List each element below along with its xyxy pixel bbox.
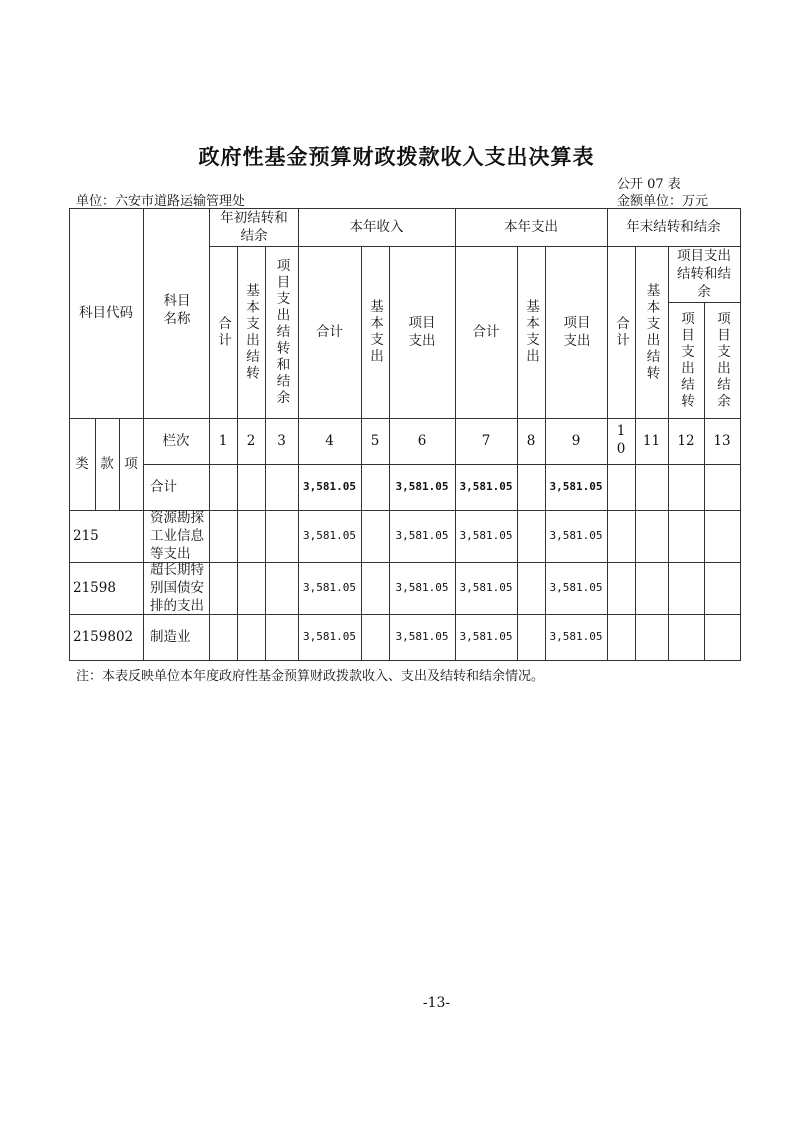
table-cell [361,464,389,510]
header-end-basic: 基本支出结转 [643,282,660,382]
table-cell [607,614,635,660]
header-begin-project: 项目支出结转和结余 [273,257,290,407]
table-cell [704,562,740,614]
header-income-basic: 基本支出 [367,299,383,365]
header-end-project-carry: 项目支出结转 [678,310,694,410]
header-end-total: 合计 [613,315,629,349]
subject-code: 215 [73,528,99,544]
column-number: 9 [571,433,581,449]
table-cell: 3,581.05 [549,529,603,542]
table-cell [517,464,545,510]
subject-code: 2159802 [73,629,134,645]
header-begin-basic: 基本支出结转 [243,282,259,382]
table-cell: 3,581.05 [303,581,356,594]
table-cell [635,562,668,614]
table-cell [361,562,389,614]
header-end-group: 年末结转和结余 [626,219,721,235]
table-cell [265,464,298,510]
header-expense-total: 合计 [472,324,500,340]
table-cell [517,562,545,614]
column-number: 7 [481,433,491,449]
table-cell [265,614,298,660]
table-cell [265,562,298,614]
header-expense-basic: 基本支出 [523,299,539,365]
table-cell [209,562,237,614]
table-cell [237,510,265,562]
header-xiang: 项 [124,456,138,472]
table-cell [607,464,635,510]
table-cell [704,510,740,562]
subject-name: 超长期特别国债安排的支出 [150,562,204,614]
header-income-project: 项目支出 [408,315,436,349]
table-cell: 3,581.05 [549,630,603,643]
header-name: 科目名称 [163,293,191,327]
table-cell: 3,581.05 [303,480,356,493]
header-income-total: 合计 [316,324,343,340]
table-cell [668,510,704,562]
subject-code: 21598 [73,580,116,596]
table-cell: 3,581.05 [459,581,513,594]
table-cell [209,510,237,562]
header-begin-group: 年初结转和结余 [220,210,288,244]
column-number: 13 [713,433,731,449]
table-cell [704,614,740,660]
table-cell [517,510,545,562]
table-cell: 3,581.05 [303,529,356,542]
unit-label: 单位：六安市道路运输管理处 [76,194,246,209]
table-cell [361,510,389,562]
form-code: 公开 07 表 [617,177,681,192]
table-cell [517,614,545,660]
table-cell: 3,581.05 [395,529,449,542]
table-cell: 3,581.05 [395,581,449,594]
table-cell [668,562,704,614]
table-cell [209,464,237,510]
header-expense-group: 本年支出 [504,219,558,235]
subject-name: 资源勘探工业信息等支出 [150,510,204,562]
table-cell [635,464,668,510]
header-kuan: 款 [100,456,114,472]
table-note: 注：本表反映单位本年度政府性基金预算财政拨款收入、支出及结转和结余情况。 [76,669,545,684]
table-cell: 3,581.05 [395,630,449,643]
table-cell [237,562,265,614]
table-cell: 3,581.05 [459,480,513,493]
header-code: 科目代码 [79,305,133,321]
table-cell [607,510,635,562]
column-number: 5 [370,433,380,449]
table-cell [361,614,389,660]
column-number: 1 [218,433,228,449]
header-begin-total: 合计 [215,315,231,349]
table-cell [607,562,635,614]
header-end-project-group: 项目支出结转和结余 [677,248,731,300]
table-cell: 3,581.05 [549,480,603,493]
subject-name: 制造业 [150,629,191,645]
column-number: 10 [613,423,629,459]
column-number: 11 [642,433,661,449]
header-end-project-balance: 项目支出结余 [714,310,730,410]
column-number: 12 [677,433,695,449]
table-cell [209,614,237,660]
table-cell [237,614,265,660]
page-title: 政府性基金预算财政拨款收入支出决算表 [198,145,595,169]
table-cell [635,510,668,562]
table-cell: 3,581.05 [395,480,449,493]
table-cell: 3,581.05 [303,630,356,643]
table-cell [668,464,704,510]
table-cell: 3,581.05 [459,529,513,542]
header-income-group: 本年收入 [349,219,404,235]
total-row-label: 合计 [150,479,177,495]
column-number: 6 [417,433,427,449]
table-cell [635,614,668,660]
table-cell [237,464,265,510]
column-number: 8 [526,433,536,449]
table-cell: 3,581.05 [549,581,603,594]
header-lei: 类 [75,456,89,472]
column-index-label: 栏次 [162,433,190,449]
table-cell [668,614,704,660]
table-cell [265,510,298,562]
table-cell [704,464,740,510]
table-cell: 3,581.05 [459,630,513,643]
page-number: -13- [422,995,451,1011]
column-number: 4 [325,433,334,449]
money-unit-label: 金额单位：万元 [617,194,709,209]
header-expense-project: 项目支出 [563,315,591,349]
column-number: 3 [277,433,286,449]
column-number: 2 [246,433,256,449]
